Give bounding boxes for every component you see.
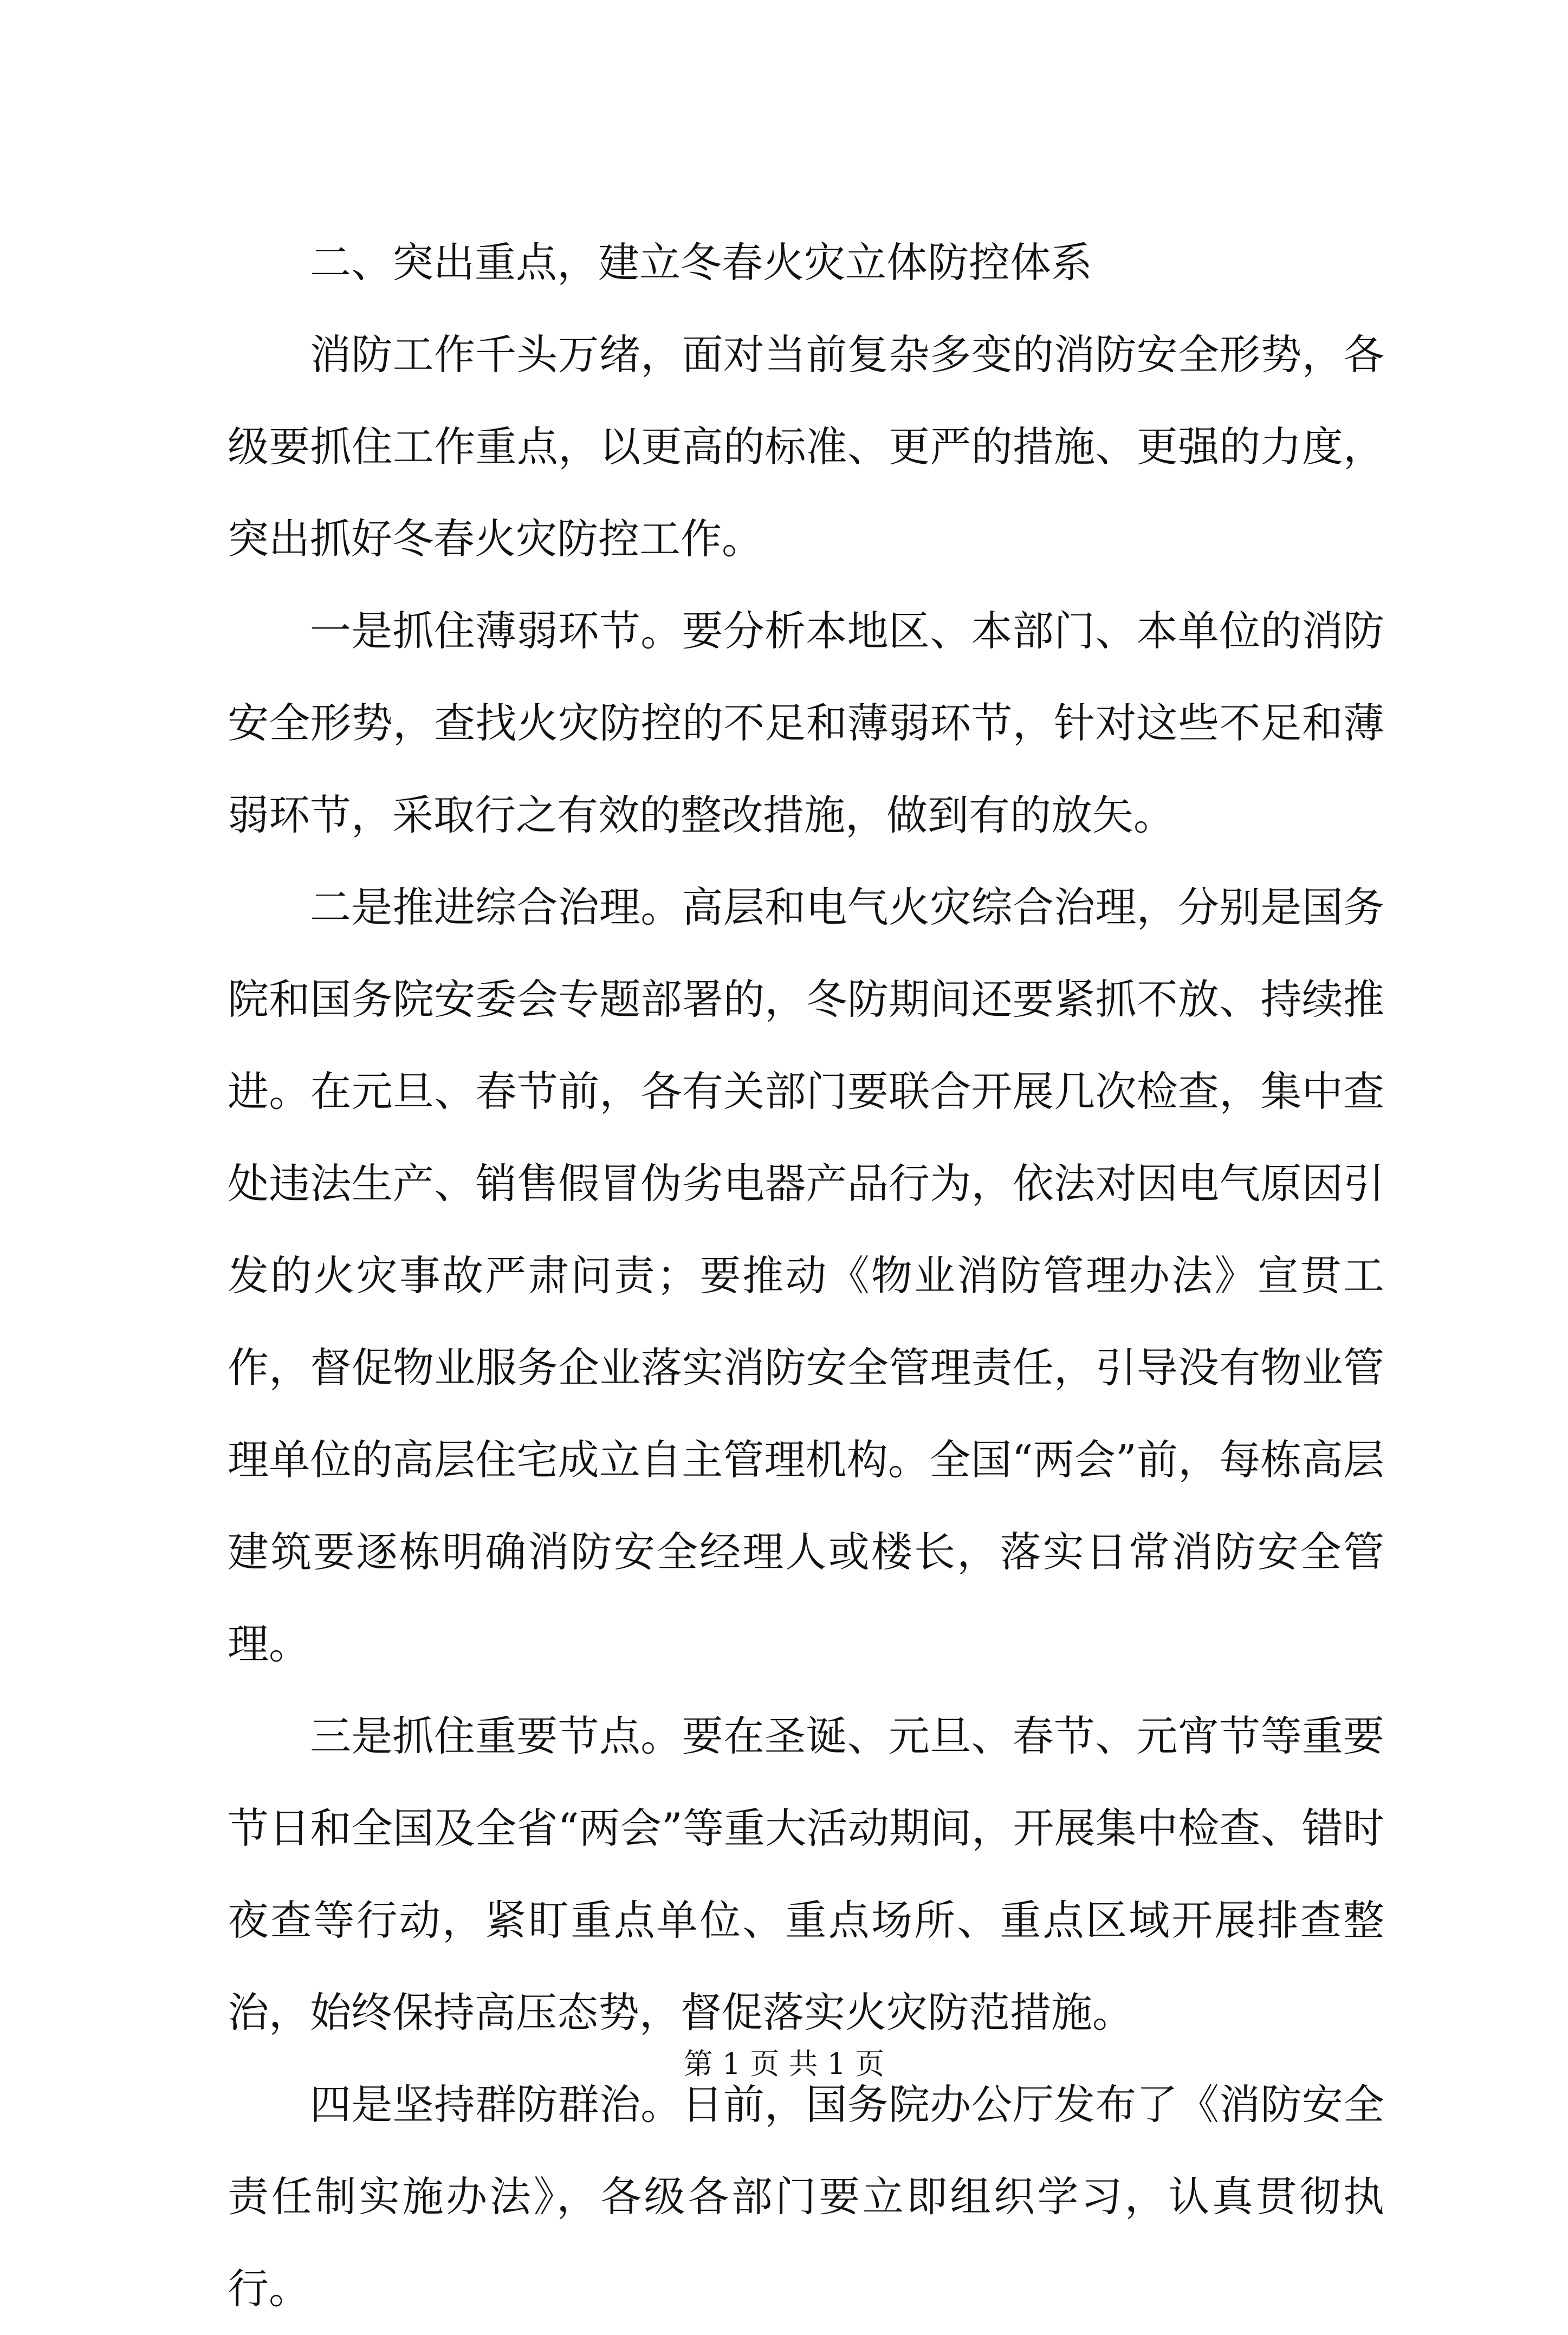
paragraph-comprehensive-governance: 二是推进综合治理。高层和电气火灾综合治理，分别是国务院和国务院安委会专题部署的，冬防期间还要紧抓不放、持续推进。在元旦、春节前，各有关部门要联合开展几次检查，集中查处违法生产、销售假冒伪劣电器产品行为，依法对因电气原因引发的火灾事故严肃问责；要推动《物业消防管理办法》宣贯工作，督促物业服务企业落实消防安全管理责任，引导没有物业管理单位的高层住宅成立自主管理机构。全国“两会”前，每栋高层建筑要逐栋明确消防安全经理人或楼长，落实日常消防安全管理。	[228, 883, 1384, 1668]
page-footer: 第 1 页 共 1 页	[683, 2047, 885, 2081]
paragraph-key-dates: 三是抓住重要节点。要在圣诞、元旦、春节、元宵节等重要节日和全国及全省“两会”等重大活动期间，开展集中检查、错时夜查等行动，紧盯重点单位、重点场所、重点区域开展排查整治，始终保持高压态势，督促落实火灾防范措施。	[228, 1712, 1384, 2036]
document-body	[228, 217, 1384, 2335]
paragraph-mass-prevention: 四是坚持群防群治。日前，国务院办公厅发布了《消防安全责任制实施办法》，各级各部门要立即组织学习，认真贯彻执行。	[228, 2080, 1384, 2313]
paragraph-weak-links: 一是抓住薄弱环节。要分析本地区、本部门、本单位的消防安全形势，查找火灾防控的不足和薄弱环节，针对这些不足和薄弱环节，采取行之有效的整改措施，做到有的放矢。	[228, 607, 1384, 839]
section-heading: 二、突出重点，建立冬春火灾立体防控体系	[310, 238, 1092, 287]
paragraph-intro: 消防工作千头万绪，面对当前复杂多变的消防安全形势，各级要抓住工作重点，以更高的标准、更严的措施、更强的力度，突出抓好冬春火灾防控工作。	[228, 330, 1384, 563]
